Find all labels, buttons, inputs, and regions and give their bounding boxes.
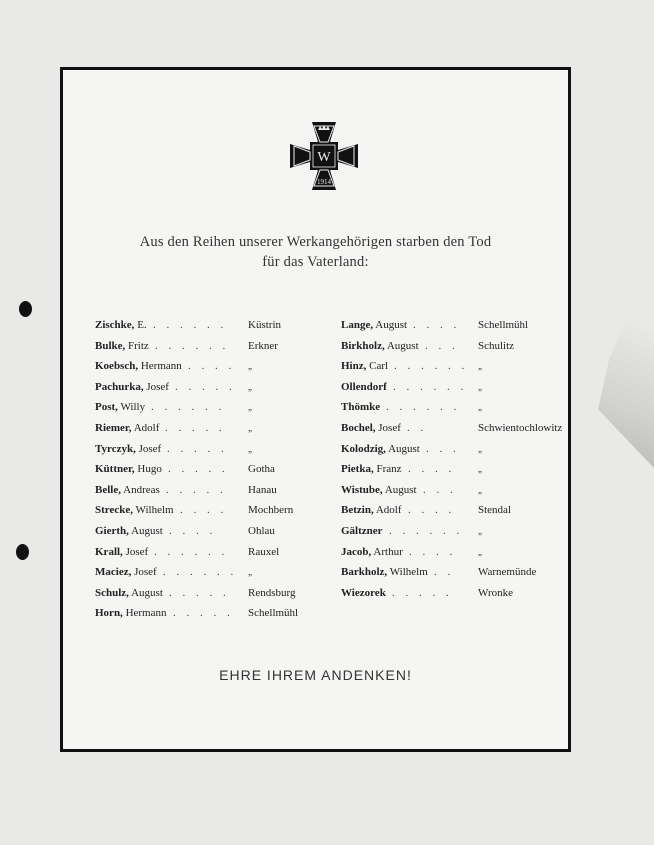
given-name: August [388,442,420,455]
leader-dots: . . . . . [166,483,227,496]
place-name: Mochbern [248,504,294,517]
place-name: Rendsburg [248,586,296,599]
person-name [95,500,174,521]
person-name [341,439,420,460]
memorial-page [60,67,571,752]
surname: Gierth, [95,524,129,537]
surname: Krall, [95,545,123,558]
place-name: Warnemünde [478,566,537,579]
list-item [341,377,566,398]
list-item [95,459,315,480]
surname: Lange, [341,319,374,331]
person-name [341,356,388,377]
place-name: „ [248,381,252,392]
surname: Birkholz, [341,339,385,352]
place-name: „ [478,464,482,475]
leader-dots: . . . . [169,524,217,537]
given-name: Josef [134,566,157,579]
person-name [95,562,157,583]
leader-dots: . . . . . [169,586,230,599]
surname: Maciez, [95,566,132,579]
place-name: Stendal [478,504,511,517]
given-name: Josef [146,380,169,393]
surname: Horn, [95,607,123,620]
surname: Wiezorek [341,586,386,599]
place-name: „ [248,402,252,413]
person-name [95,439,161,460]
list-item [341,542,566,563]
leader-dots: . . . . . . [163,566,238,579]
list-item [341,562,566,583]
list-item [341,356,566,377]
place-name: Ohlau [248,524,275,537]
list-item [95,315,315,336]
leader-dots: . . . . . . [151,401,226,414]
leader-dots: . . . . . [167,442,228,455]
surname: Pachurka, [95,380,144,393]
surname: Wistube, [341,483,383,496]
leader-dots: . . . [423,483,457,496]
place-name: Küstrin [248,319,281,331]
person-name [95,356,182,377]
leader-dots: . . . . [180,504,228,517]
heading-line-2: für das Vaterland: [262,254,369,270]
given-name: Arthur [373,545,403,558]
place-name: Schwientochlowitz [478,421,563,434]
list-item [95,356,315,377]
given-name: August [375,319,408,331]
list-item [95,542,315,563]
list-item [341,480,566,501]
given-name: E. [137,319,147,331]
given-name: Fritz [128,339,149,352]
given-name: Carl [369,360,389,373]
given-name: Josef [125,545,149,558]
surname: Küttner, [95,463,135,476]
list-item [95,500,315,521]
given-name: Josef [378,421,401,434]
leader-dots: . . . [425,339,459,352]
place-name: „ [248,422,252,433]
left-name-column [95,315,315,624]
surname: Riemer, [95,421,132,434]
leader-dots: . . . . . . [155,339,230,352]
leader-dots: . . . . . [173,607,234,620]
place-name: Schellmühl [478,319,529,331]
leader-dots: . . . . [188,360,236,373]
given-name: Josef [138,442,162,455]
given-name: August [131,586,163,599]
person-name [95,377,169,398]
place-name: Wronke [478,586,513,599]
leader-dots: . . . . . [168,463,229,476]
list-item [95,439,315,460]
person-name [341,480,417,501]
leader-dots: . . . . [409,545,457,558]
given-name: Hermann [140,360,182,373]
surname: Koebsch, [95,360,139,373]
punch-hole-bottom [16,544,29,560]
surname: Thömke [341,401,381,414]
leader-dots: . . . . . . [153,319,228,331]
surname: Tyrczyk, [95,442,136,455]
given-name: Wilhelm [135,504,174,517]
place-name: Schulitz [478,339,515,352]
person-name [95,521,163,542]
given-name: August [131,524,163,537]
surname: Bulke, [95,339,126,352]
list-item [341,315,566,336]
surname: Ollendorf [341,380,387,393]
list-item [341,521,566,542]
place-name: „ [478,546,482,557]
cross-year: 1914 [317,178,331,186]
leader-dots: . . . . . [165,421,226,434]
person-name [341,315,407,336]
place-name: „ [478,525,482,536]
glass-reflection [598,258,654,468]
surname: Jacob, [341,545,372,558]
surname: Schulz, [95,586,129,599]
person-name [341,562,428,583]
leader-dots: . . . [426,442,460,455]
surname: Betzin, [341,504,374,517]
person-name [95,459,162,480]
person-name [341,397,380,418]
leader-dots: . . . . . . [386,401,461,414]
person-name [95,480,160,501]
leader-dots: . . [434,566,455,579]
given-name: Wilhelm [389,566,428,579]
list-item [95,521,315,542]
list-item [95,336,315,357]
heading [63,232,568,272]
leader-dots: . . [407,421,428,434]
footer-dedication: EHRE IHREM ANDENKEN! [219,667,412,683]
list-item [341,418,566,439]
person-name [95,418,159,439]
place-name: Erkner [248,339,278,352]
person-name [341,459,402,480]
person-name [341,500,402,521]
surname: Strecke, [95,504,133,517]
given-name: Andreas [123,483,160,496]
person-name [341,583,386,604]
person-name [95,397,145,418]
surname: Belle, [95,483,121,496]
given-name: Hermann [125,607,167,620]
place-name: Gotha [248,463,275,476]
given-name: Hugo [137,463,162,476]
given-name: Franz [376,463,402,476]
person-name [341,521,383,542]
list-item [341,583,566,604]
leader-dots: . . . . . [392,586,453,599]
leader-dots: . . . . . [175,380,236,393]
place-name: „ [248,361,252,372]
person-name [95,583,163,604]
surname: Hinz, [341,360,367,373]
given-name: August [384,483,417,496]
cross-monogram: W [317,150,331,165]
surname: Kolodzig, [341,442,386,455]
list-item [341,397,566,418]
list-item [341,459,566,480]
leader-dots: . . . . . . [154,545,229,558]
person-name [341,377,387,398]
list-item [95,418,315,439]
list-item [341,336,566,357]
list-item [95,583,315,604]
list-item [95,397,315,418]
surname: Post, [95,401,118,414]
list-item [95,377,315,398]
place-name: „ [478,361,482,372]
place-name: Schellmühl [248,607,299,620]
place-name: „ [478,443,482,454]
surname: Pietka, [341,463,374,476]
punch-hole-top [19,301,32,317]
place-name: „ [478,381,482,392]
person-name [341,542,403,563]
leader-dots: . . . . [408,463,456,476]
leader-dots: . . . . [413,319,461,331]
list-item [95,480,315,501]
place-name: „ [248,567,252,578]
surname: Bochel, [341,421,376,434]
person-name [95,603,167,624]
leader-dots: . . . . . . [389,524,464,537]
list-item [341,439,566,460]
surname: Zischke, [95,319,135,331]
given-name: Adolf [375,504,402,517]
place-name: „ [478,484,482,495]
list-item [95,603,315,624]
heading-line-1: Aus den Reihen unserer Werkangehörigen starben den Tod [139,234,492,250]
surname: Barkholz, [341,566,388,579]
person-name [341,336,419,357]
right-name-column [341,315,566,603]
given-name: Willy [120,401,146,414]
leader-dots: . . . . . . [394,360,469,373]
iron-cross-icon [286,118,362,194]
given-name: Adolf [133,421,160,434]
place-name: Rauxel [248,545,280,558]
person-name [341,418,401,439]
surname: Gältzner [341,524,383,537]
leader-dots: . . . . . . [393,380,468,393]
list-item [341,500,566,521]
person-name [95,336,149,357]
person-name [95,542,148,563]
person-name [95,315,147,336]
place-name: Hanau [248,483,277,496]
leader-dots: . . . . [408,504,456,517]
list-item [95,562,315,583]
place-name: „ [478,402,482,413]
place-name: „ [248,443,252,454]
given-name: August [386,339,419,352]
